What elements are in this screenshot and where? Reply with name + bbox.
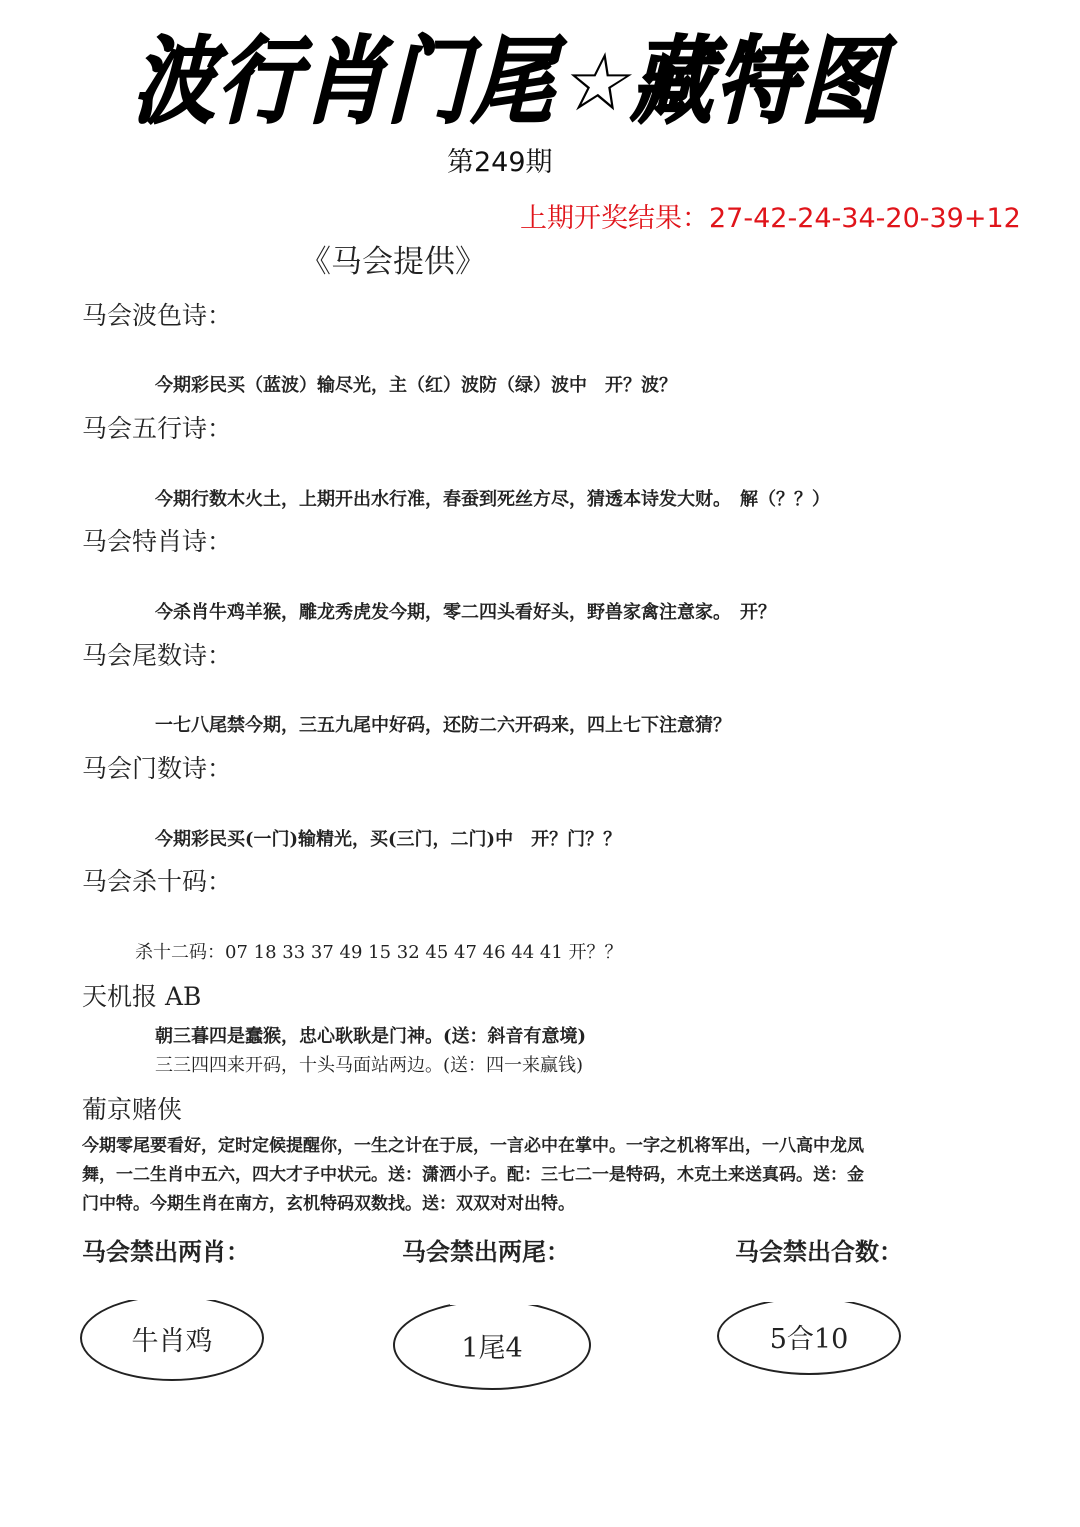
provider-heading: 《马会提供》 [300,244,486,280]
oval-gap [745,1294,875,1302]
last-draw-result [520,196,1021,235]
title-char: 特 [709,27,819,138]
pujing-line: 门中特。今期生肖在南方，玄机特码双数找。送：双双对对出特。 [82,1194,575,1214]
pujing-line: 今期零尾要看好，定时定候提醒你，一生之计在于辰，一言必中在掌中。一字之机将军出，一八高中龙凤 [82,1136,864,1156]
title-char: 尾 [465,27,575,138]
ban-value-sum: 5合10 [769,1323,849,1355]
section-title-wave-color: 马会波色诗： [82,301,233,330]
title-char: 图 [794,27,904,138]
tianji-line: 朝三暮四是蠢猴，忠心耿耿是门神。(送：斜音有意境) [155,1026,587,1047]
ban-oval-sum [717,1297,901,1375]
section-body-five-elements: 今期行数木火土，上期开出水行准，春蚕到死丝方尽，猜透本诗发大财。 解（？？） [155,489,830,510]
star-icon: ☆ [555,36,644,129]
pujing-paragraph [82,1132,982,1219]
ban-value-zodiac: 牛肖鸡 [131,1325,213,1357]
section-body-door-number: 今期彩民买(一门)输精光，买(三门，二门)中 开？门？？ [155,829,622,850]
section-title-door-number: 马会门数诗： [82,754,233,783]
tianji-line: 三三四四来开码，十头马面站两边。(送：四一来赢钱) [155,1055,584,1076]
section-title-tail-number: 马会尾数诗： [82,641,233,670]
section-title-five-elements: 马会五行诗： [82,414,233,443]
ban-title-zodiac: 马会禁出两肖： [82,1237,250,1266]
ban-title-sum: 马会禁出合数： [735,1237,903,1266]
last-draw-numbers: 27-42-24-34-20-39+12 [709,203,1021,234]
title-char: 藏 [624,27,735,138]
title-char: 波 [126,27,236,138]
pujing-line: 舞，一二生肖中五六，四大才子中状元。送：潇洒小子。配：三七二一是特码，木克土来送真码。送：金 [82,1165,864,1185]
ban-value-tail: 1尾4 [461,1332,523,1364]
section-title-kill-ten: 马会杀十码： [82,867,233,896]
section-body-wave-color: 今期彩民买（蓝波）输尽光，主（红）波防（绿）波中 开？波？ [155,375,677,396]
title-char: 门 [380,27,491,138]
oval-gap [110,1292,230,1300]
pujing-title: 葡京赌侠 [82,1095,183,1124]
issue-number: 第249期 [447,147,553,178]
tianji-title: 天机报 AB [82,982,202,1011]
last-draw-label: 上期开奖结果： [520,203,709,234]
section-title-special-zodiac: 马会特肖诗： [82,527,233,556]
section-body-kill-twelve: 杀十二码：07 18 33 37 49 15 32 45 47 46 44 41 开？？ [135,942,623,963]
section-body-tail-number: 一七八尾禁今期，三五九尾中好码，还防二六开码来，四上七下注意猜？ [155,715,731,736]
title-char: 肖 [296,27,406,138]
ban-title-tail: 马会禁出两尾： [402,1237,570,1266]
section-body-special-zodiac: 今杀肖牛鸡羊猴，雕龙秀虎发今期，零二四头看好头，野兽家禽注意家。 开？ [155,602,776,623]
title-banner [126,27,904,138]
oval-gap [450,1297,550,1305]
ban-oval-zodiac [80,1295,264,1381]
ban-oval-tail [393,1300,591,1390]
title-char: 行 [211,27,321,138]
